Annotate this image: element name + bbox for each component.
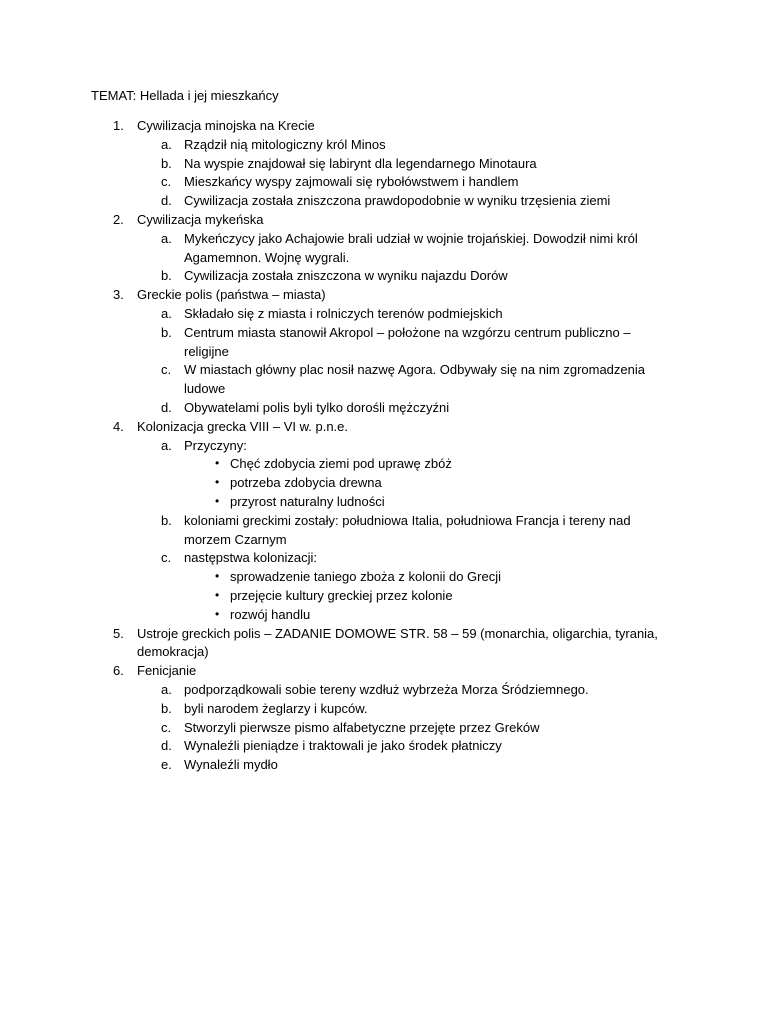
- item-label: 4.: [113, 418, 124, 434]
- item-text: Obywatelami polis byli tylko dorośli mężczyźni: [184, 400, 450, 415]
- item-text: byli narodem żeglarzy i kupców.: [184, 700, 368, 716]
- outline-item: [0, 116, 768, 135]
- item-label: d.: [161, 400, 172, 415]
- outline-subitem: [0, 718, 768, 737]
- item-text: Agamemnon. Wojnę wygrali.: [184, 249, 350, 265]
- outline-item: [0, 624, 768, 643]
- bullet-marker: •: [215, 456, 220, 471]
- item-text: demokracja): [137, 644, 209, 660]
- outline-bullet-item: [0, 454, 768, 473]
- bullet-marker: •: [215, 569, 220, 584]
- outline-subitem: [0, 266, 768, 285]
- outline-item: [0, 285, 768, 304]
- item-text: religijne: [184, 343, 229, 359]
- outline-subitem: [0, 172, 768, 191]
- item-label: 3.: [113, 287, 124, 303]
- item-text: następstwa kolonizacji:: [184, 550, 317, 566]
- item-text: sprowadzenie taniego zboża z kolonii do Grecji: [230, 569, 501, 585]
- outline-subitem: [0, 379, 768, 398]
- item-label: 5.: [113, 625, 124, 641]
- item-label: b.: [161, 512, 172, 528]
- item-text: Mieszkańcy wyspy zajmowali się rybołówstwem i handlem: [184, 174, 519, 190]
- outline-item: [0, 417, 768, 436]
- item-label: c.: [161, 719, 172, 735]
- item-text: Ustroje greckich polis – ZADANIE DOMOWE STR. 58 – 59 (monarchia, oligarchia, tyrania,: [137, 625, 658, 641]
- item-text: Chęć zdobycia ziemi pod uprawę zbóż: [230, 456, 452, 472]
- item-text: potrzeba zdobycia drewna: [230, 475, 382, 491]
- outline-item: [0, 210, 768, 229]
- item-text: Kolonizacja grecka VIII – VI w. p.n.e.: [137, 418, 349, 434]
- item-label: a.: [161, 136, 172, 152]
- item-label: 6.: [113, 663, 124, 679]
- item-label: c.: [161, 550, 172, 566]
- outline-subitem: [0, 680, 768, 699]
- item-text: Greckie polis (państwa – miasta): [137, 287, 326, 303]
- item-text: Rządził nią mitologiczny król Minos: [184, 136, 386, 152]
- item-text: Stworzyli pierwsze pismo alfabetyczne przejęte przez Greków: [184, 719, 540, 735]
- document-title: TEMAT: Hellada i jej mieszkańcy: [91, 88, 279, 103]
- outline-subitem: [0, 323, 768, 342]
- item-text: Składało się z miasta i rolniczych terenów podmiejskich: [184, 306, 503, 321]
- item-text: przejęcie kultury greckiej przez kolonie: [230, 588, 453, 603]
- item-text: Mykeńczycy jako Achajowie brali udział w wojnie trojańskiej. Dowodził nimi król: [184, 230, 638, 246]
- outline-item: [0, 642, 768, 661]
- outline-subitem: [0, 398, 768, 417]
- outline-bullet-item: [0, 473, 768, 492]
- bullet-marker: •: [215, 494, 220, 508]
- item-text: przyrost naturalny ludności: [230, 494, 385, 509]
- item-text: ludowe: [184, 381, 226, 397]
- outline-subitem: [0, 360, 768, 379]
- outline-subitem: [0, 548, 768, 567]
- item-text: podporządkowali sobie tereny wzdłuż wybrzeża Morza Śródziemnego.: [184, 682, 589, 697]
- bullet-marker: •: [215, 588, 220, 602]
- outline-subitem: [0, 436, 768, 455]
- item-label: c.: [161, 362, 172, 378]
- outline-bullet-item: [0, 605, 768, 624]
- item-text: Centrum miasta stanowił Akropol – położone na wzgórzu centrum publiczno –: [184, 324, 631, 340]
- item-text: Przyczyny:: [184, 437, 247, 453]
- item-label: 2.: [113, 212, 124, 227]
- item-label: b.: [161, 700, 172, 716]
- outline-bullet-item: [0, 492, 768, 511]
- outline-subitem: [0, 699, 768, 718]
- item-text: W miastach główny plac nosił nazwę Agora. Odbywały się na nim zgromadzenia: [184, 362, 645, 378]
- item-label: b.: [161, 324, 172, 340]
- item-label: d.: [161, 738, 172, 754]
- item-text: Wynaleźli mydło: [184, 757, 278, 773]
- outline-subitem: [0, 736, 768, 755]
- outline-subitem: [0, 530, 768, 549]
- outline-item: [0, 661, 768, 680]
- item-text: Cywilizacja minojska na Krecie: [137, 118, 315, 133]
- item-text: morzem Czarnym: [184, 531, 287, 547]
- outline-subitem: [0, 304, 768, 323]
- outline-subitem: [0, 511, 768, 530]
- item-text: Fenicjanie: [137, 663, 197, 679]
- item-text: Cywilizacja została zniszczona w wyniku najazdu Dorów: [184, 268, 508, 284]
- item-label: b.: [161, 155, 172, 171]
- bullet-marker: •: [215, 475, 220, 490]
- item-text: rozwój handlu: [230, 606, 311, 622]
- item-label: a.: [161, 437, 172, 453]
- item-label: d.: [161, 193, 172, 209]
- outline-subitem: [0, 755, 768, 774]
- outline-subitem: [0, 342, 768, 361]
- item-label: a.: [161, 230, 172, 246]
- item-label: a.: [161, 306, 172, 321]
- outline-bullet-item: [0, 567, 768, 586]
- bullet-marker: •: [215, 606, 220, 621]
- outline-subitem: [0, 154, 768, 173]
- item-text: Cywilizacja mykeńska: [137, 212, 264, 227]
- item-label: a.: [161, 682, 172, 697]
- item-label: b.: [161, 268, 172, 284]
- outline-subitem: [0, 229, 768, 248]
- outline-subitem: [0, 191, 768, 210]
- item-label: 1.: [113, 118, 124, 133]
- item-text: koloniami greckimi zostały: południowa Italia, południowa Francja i tereny nad: [184, 512, 631, 528]
- item-text: Wynaleźli pieniądze i traktowali je jako środek płatniczy: [184, 738, 502, 754]
- outline-subitem: [0, 248, 768, 267]
- item-label: c.: [161, 174, 172, 190]
- item-text: Na wyspie znajdował się labirynt dla legendarnego Minotaura: [184, 155, 537, 171]
- outline-subitem: [0, 135, 768, 154]
- item-text: Cywilizacja została zniszczona prawdopodobnie w wyniku trzęsienia ziemi: [184, 193, 611, 209]
- outline-bullet-item: [0, 586, 768, 605]
- item-label: e.: [161, 757, 172, 773]
